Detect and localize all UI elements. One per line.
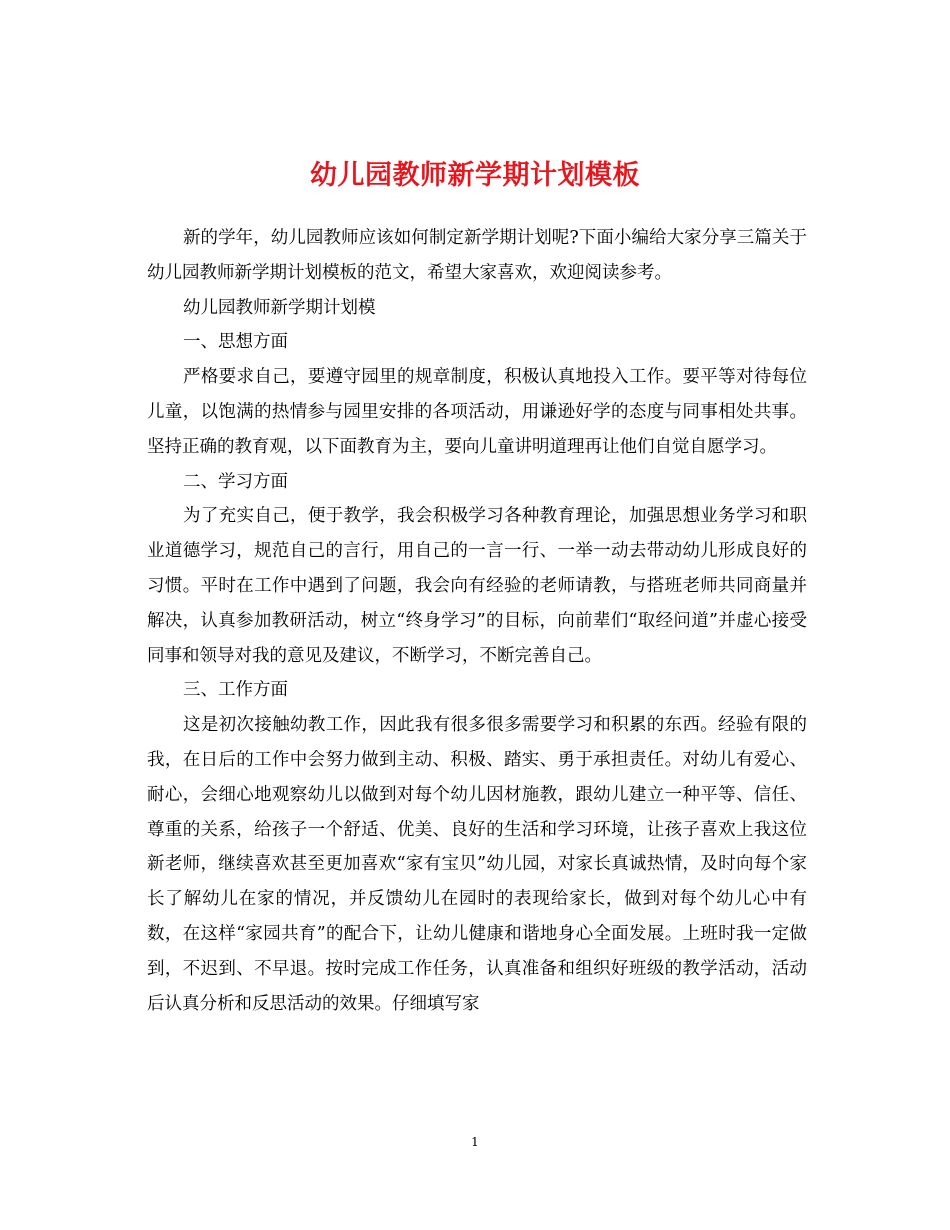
thought-paragraph: 严格要求自己，要遵守园里的规章制度，积极认真地投入工作。要平等对待每位儿童，以饱满的热情参与园里安排的各项活动，用谦逊好学的态度与同事相处共事。坚持正确的教育观，以下面教育为主，要向儿童讲明道理再让他们自觉自愿学习。: [147, 367, 807, 457]
intro-paragraph: 新的学年，幼儿园教师应该如何制定新学期计划呢?下面小编给大家分享三篇关于幼儿园教师新学期计划模板的范文，希望大家喜欢，欢迎阅读参考。: [147, 228, 807, 283]
section-heading-study: 二、学习方面: [183, 471, 288, 492]
section-heading-work: 三、工作方面: [183, 680, 288, 701]
document-body: [147, 221, 807, 1021]
work-paragraph: 这是初次接触幼教工作，因此我有很多很多需要学习和积累的东西。经验有限的我，在日后的工作中会努力做到主动、积极、踏实、勇于承担责任。对幼儿有爱心、耐心，会细心地观察幼儿以做到对每个幼儿因材施教，跟幼儿建立一种平等、信任、尊重的关系，给孩子一个舒适、优美、良好的生活和学习环境，让孩子喜欢上我这位新老师，继续喜欢甚至更加喜欢“家有宝贝”幼儿园，对家长真诚热情，及时向每个家长了解幼儿在家的情况，并反馈幼儿在园时的表现给家长，做到对每个幼儿心中有数，在这样“家园共育”的配合下，让幼儿健康和谐地身心全面发展。上班时我一定做到，不迟到、不早退。按时完成工作任务，认真准备和组织好班级的教学活动，活动后认真分析和反思活动的效果。仔细填写家: [147, 715, 807, 1014]
page-number: 1: [471, 1135, 479, 1149]
section-heading-plan: 幼儿园教师新学期计划模: [183, 297, 376, 318]
section-heading-thought: 一、思想方面: [183, 332, 288, 353]
document-title: 幼儿园教师新学期计划模板: [310, 160, 640, 192]
study-paragraph: 为了充实自己，便于教学，我会积极学习各种教育理论，加强思想业务学习和职业道德学习，规范自己的言行，用自己的一言一行、一举一动去带动幼儿形成良好的习惯。平时在工作中遇到了问题，我会向有经验的老师请教，与搭班老师共同商量并解决，认真参加教研活动，树立“终身学习”的目标，向前辈们“取经问道”并虚心接受同事和领导对我的意见及建议，不断学习，不断完善自己。: [147, 506, 807, 666]
